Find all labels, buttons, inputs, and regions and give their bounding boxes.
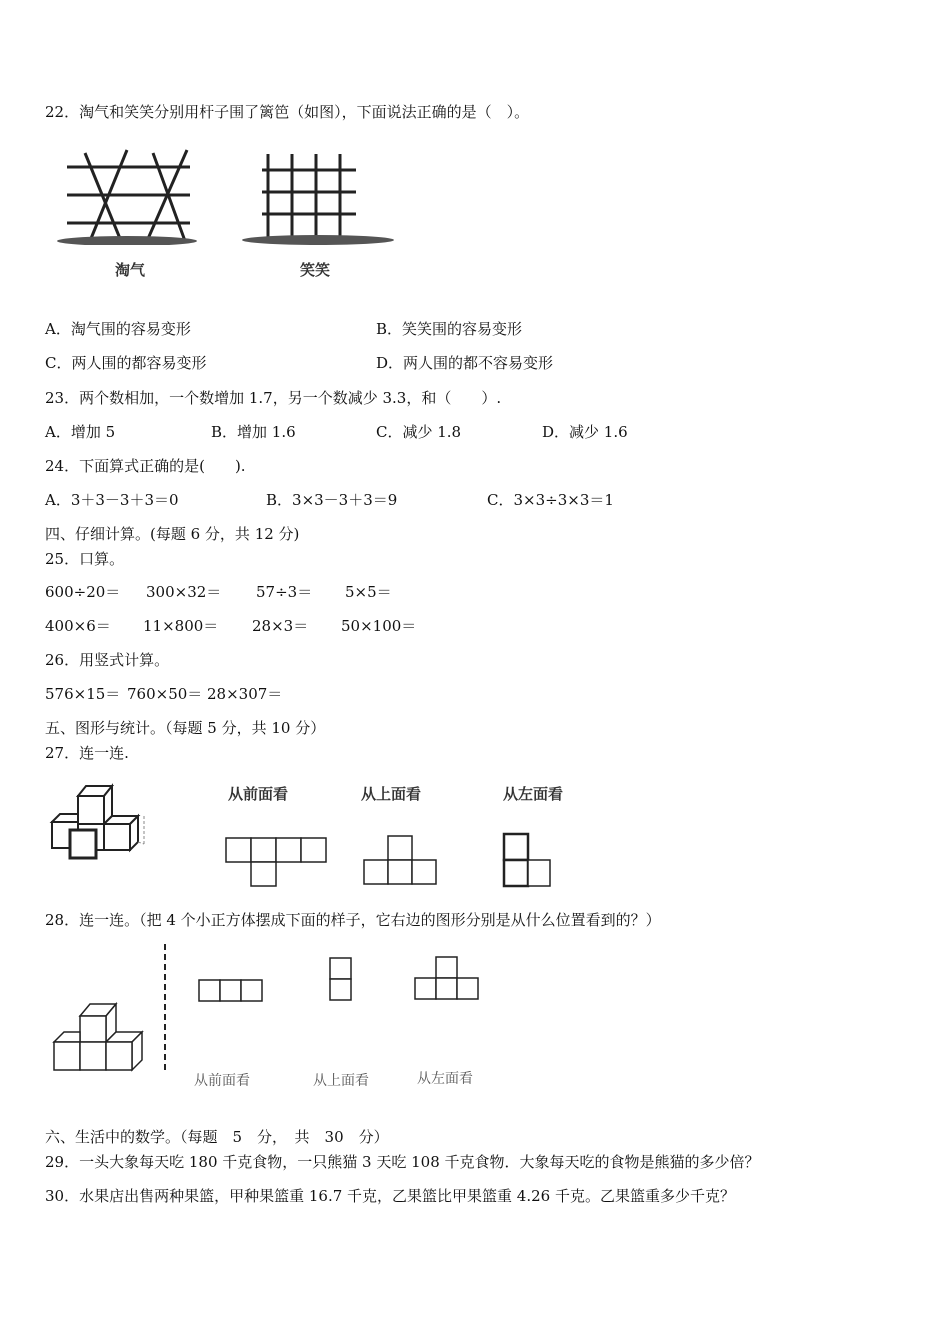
q22-label-right: 笑笑 bbox=[300, 261, 331, 279]
q25-item: 28×3＝ bbox=[252, 617, 309, 635]
q27-view-top: 从上面看 bbox=[361, 785, 422, 803]
q24-option-b[interactable]: B．3×3－3＋3＝9 bbox=[266, 491, 398, 509]
q23-stem: 23．两个数相加，一个数增加 1.7，另一个数减少 3.3，和（ ）. bbox=[45, 389, 502, 407]
q22-fence-left-figure bbox=[55, 145, 200, 245]
q24-option-a[interactable]: A．3＋3－3＋3＝0 bbox=[45, 491, 179, 509]
q25-item: 11×800＝ bbox=[143, 617, 219, 635]
q22-option-d[interactable]: D．两人围的都不容易变形 bbox=[376, 354, 554, 372]
section-6-title: 六、生活中的数学。（每题 5 分， 共 30 分） bbox=[45, 1128, 389, 1146]
q26-item: 28×307＝ bbox=[207, 685, 283, 703]
q27-stem: 27．连一连. bbox=[45, 744, 129, 762]
q25-stem: 25．口算。 bbox=[45, 550, 125, 568]
q23-option-c[interactable]: C．减少 1.8 bbox=[376, 423, 462, 441]
q27-shape-top bbox=[362, 834, 440, 888]
q25-item: 5×5＝ bbox=[345, 583, 392, 601]
q27-view-left: 从左面看 bbox=[503, 785, 564, 803]
q25-item: 50×100＝ bbox=[341, 617, 417, 635]
q28-divider bbox=[160, 944, 170, 1070]
q27-shape-left bbox=[500, 832, 556, 890]
q27-shape-front bbox=[224, 836, 328, 890]
q28-view-front: 从前面看 bbox=[194, 1073, 250, 1089]
q27-view-front: 从前面看 bbox=[228, 785, 289, 803]
q30-stem: 30．水果店出售两种果篮，甲种果篮重 16.7 千克，乙果篮比甲果篮重 4.26 千克。乙果篮重多少千克？ bbox=[45, 1187, 735, 1205]
q28-shape-1 bbox=[197, 978, 267, 1004]
q22-fence-right-figure bbox=[240, 150, 398, 250]
section-5-title: 五、图形与统计。（每题 5 分，共 10 分） bbox=[45, 719, 326, 737]
q24-option-c[interactable]: C．3×3÷3×3＝1 bbox=[487, 491, 614, 509]
q29-stem: 29．一头大象每天吃 180 千克食物，一只熊猫 3 天吃 108 千克食物．大象每天吃的食物是熊猫的多少倍？ bbox=[45, 1153, 760, 1171]
q26-stem: 26．用竖式计算。 bbox=[45, 651, 170, 669]
section-4-title: 四、仔细计算。(每题 6 分，共 12 分) bbox=[45, 525, 300, 543]
q22-stem: 22．淘气和笑笑分别用杆子围了篱笆（如图），下面说法正确的是（ ）。 bbox=[45, 103, 530, 121]
q23-option-b[interactable]: B．增加 1.6 bbox=[211, 423, 296, 441]
q22-label-left: 淘气 bbox=[115, 261, 146, 279]
q25-item: 400×6＝ bbox=[45, 617, 111, 635]
q22-option-c[interactable]: C．两人围的都容易变形 bbox=[45, 354, 207, 372]
q23-option-a[interactable]: A．增加 5 bbox=[45, 423, 116, 441]
q26-item: 760×50＝ bbox=[127, 685, 203, 703]
q25-item: 57÷3＝ bbox=[256, 583, 313, 601]
q28-shape-3 bbox=[413, 955, 483, 1003]
q22-option-a[interactable]: A．淘气围的容易变形 bbox=[45, 320, 191, 338]
q28-shape-2 bbox=[327, 956, 355, 1004]
q22-option-b[interactable]: B．笑笑围的容易变形 bbox=[376, 320, 523, 338]
q28-view-left: 从左面看 bbox=[417, 1071, 473, 1087]
q23-option-d[interactable]: D．减少 1.6 bbox=[542, 423, 628, 441]
q27-solid-figure bbox=[48, 780, 154, 862]
q28-stem: 28．连一连。（把 4 个小正方体摆成下面的样子，它右边的图形分别是从什么位置看到的？） bbox=[45, 911, 661, 929]
q28-solid-figure bbox=[50, 998, 152, 1074]
q24-stem: 24．下面算式正确的是( ). bbox=[45, 457, 246, 475]
q28-view-top: 从上面看 bbox=[313, 1073, 369, 1089]
q26-item: 576×15＝ bbox=[45, 685, 121, 703]
q25-item: 300×32＝ bbox=[146, 583, 222, 601]
q25-item: 600÷20＝ bbox=[45, 583, 121, 601]
